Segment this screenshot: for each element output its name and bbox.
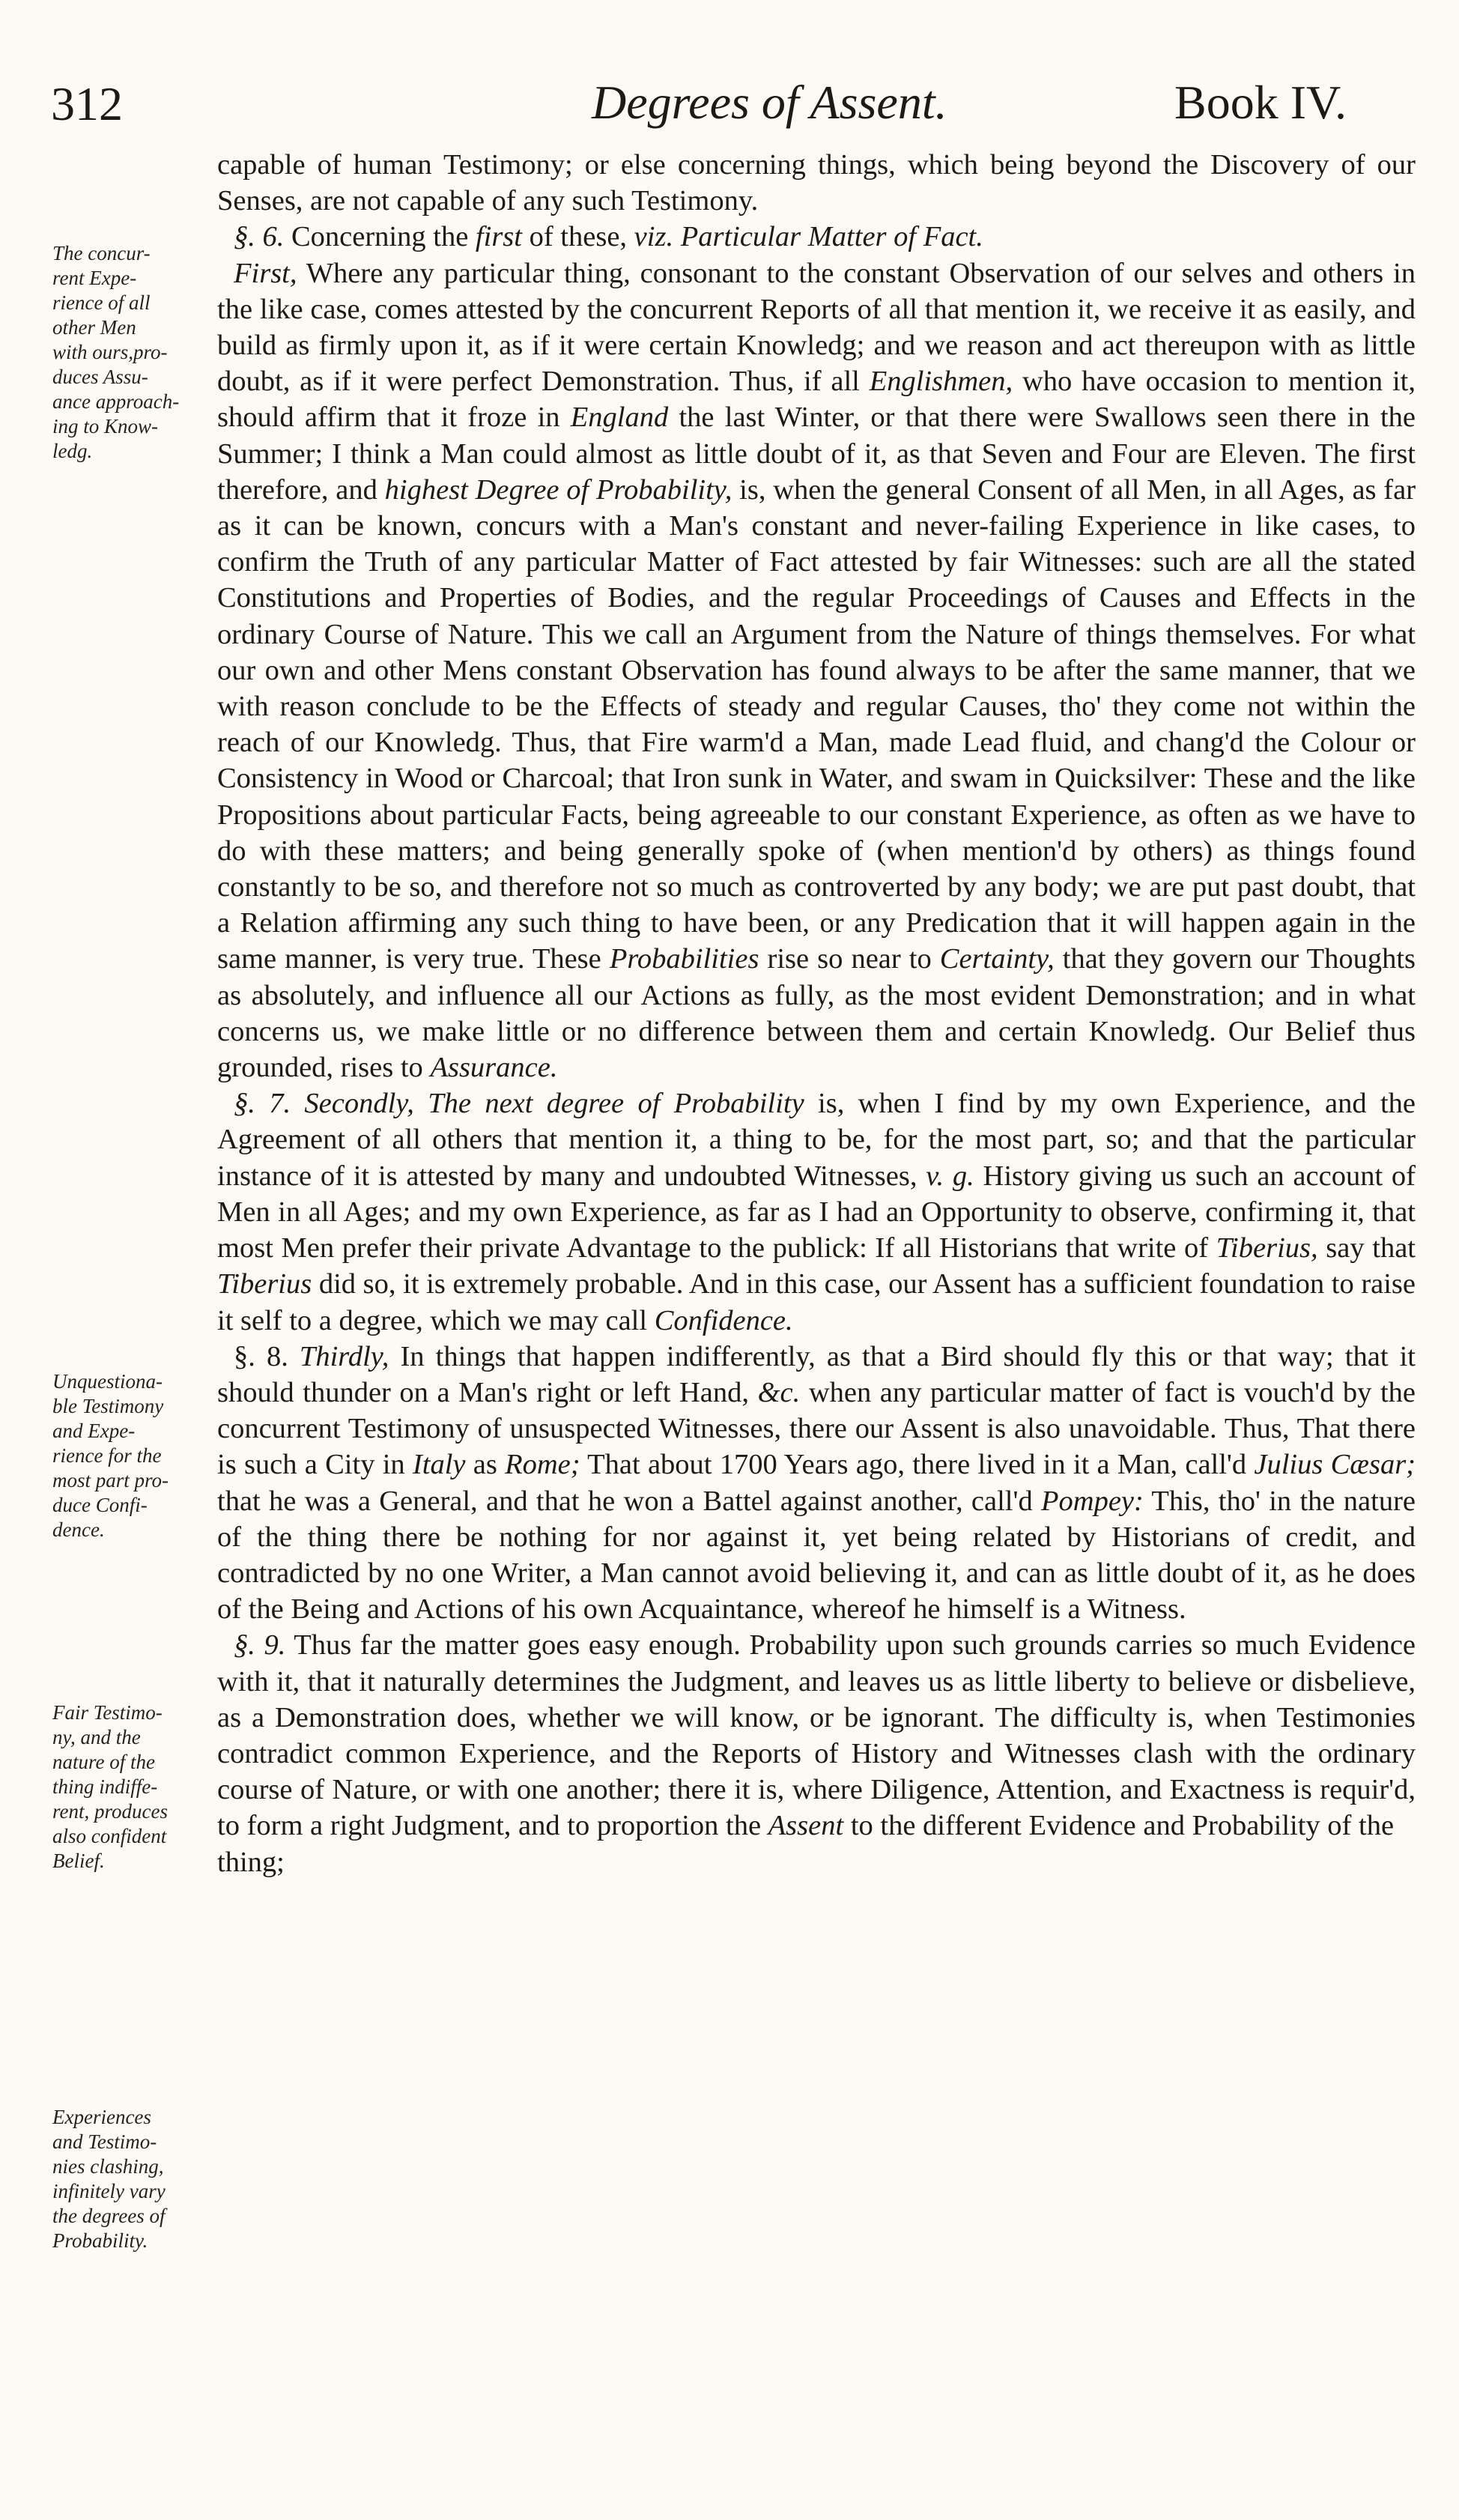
section-8-paragraph: §. 8. Thirdly, In things that happen indifferently, as that a Bird should fly this or that way; that it should thunder on a Man's right or left Hand, &c. when any particular matter of fact is vouch'd by the concurrent Testimony of unsuspected Witnesses, there our Assent is also unavoidable. Thus, That there is such a City in Italy as Rome; That about 1700 Years ago, there lived in it a Man, call'd Julius Cæsar; that he was a General, and that he won a Battel against another, call'd Pompey: This, tho' in the nature of the thing there be nothing for nor against it, yet being related by Historians of credit, and contradicted by no one Writer, a Man cannot avoid believing it, and can as little doubt of it, as he does of the Being and Actions of his own Acquaintance, whereof he himself is a Witness. [217, 1340, 1416, 1626]
paragraph-continuation: capable of human Testimony; or else concerning things, which being beyond the Discovery of our Senses, are not capable of any such Testimony. [217, 149, 1416, 217]
section-6-heading: §. 6. Concerning the first of these, viz. Particular Matter of Fact. [234, 221, 983, 253]
margin-note-experiences-clashing: Experiences and Testimo- nies clashing, infinitely vary the degrees of Probability. [52, 2106, 166, 2252]
section-7-paragraph: §. 7. Secondly, The next degree of Probability is, when I find by my own Experience, and the Agreement of all others that mention it, a thing to be, for the most part, so; and that the particular instance of it is attested by many and undoubted Witnesses, v. g. History giving us such an account of Men in all Ages; and my own Experience, as far as I had an Opportunity to observe, confirming it, that most Men prefer their private Advantage to the publick: If all Historians that write of Tiberius, say that Tiberius did so, it is extremely probable. And in this case, our Assent has a sufficient foundation to raise it self to a degree, which we may call Confidence. [217, 1088, 1416, 1336]
page-number: 312 [51, 77, 123, 130]
margin-note-unquestionable-testimony: Unquestiona- ble Testimony and Expe- rience for the most part pro- duce Confi- dence. [52, 1370, 169, 1541]
catchword: thing; [217, 1846, 285, 1878]
margin-note-fair-testimony: Fair Testimo- ny, and the nature of the thing indiffe- rent, produces also confident Belief. [52, 1701, 168, 1872]
running-title: Degrees of Assent. [592, 76, 947, 129]
margin-note-concurrent-experience: The concur- rent Expe- rience of all other Men with ours,pro- duces Assu- ance approach- ing to Know- ledg. [52, 242, 180, 462]
section-9-paragraph: §. 9. Thus far the matter goes easy enough. Probability upon such grounds carries so much Evidence with it, that it naturally determines the Judgment, and leaves us as little liberty to believe or disbelieve, as a Demonstration does, whether we will know, or be ignorant. The difficulty is, when Testimonies contradict common Experience, and the Reports of History and Witnesses clash with the ordinary course of Nature, or with one another; there it is, where Diligence, Attention, and Exactness is requir'd, to form a right Judgment, and to proportion the Assent to the different Evidence and Probability of the [217, 1629, 1416, 1842]
book-label: Book IV. [1174, 76, 1347, 129]
section-6-paragraph: First, Where any particular thing, consonant to the constant Observation of our selves and others in the like case, comes attested by the concurrent Reports of all that mention it, we receive it as easily, and build as firmly upon it, as if it were certain Knowledg; and we reason and act thereupon with as little doubt, as if it were perfect Demonstration. Thus, if all Englishmen, who have occasion to mention it, should affirm that it froze in England the last Winter, or that there were Swallows seen there in the Summer; I think a Man could almost as little doubt of it, as that Seven and Four are Eleven. The first therefore, and highest Degree of Probability, is, when the general Consent of all Men, in all Ages, as far as it can be known, concurs with a Man's constant and never-failing Experience in like cases, to confirm the Truth of any particular Matter of Fact attested by fair Witnesses: such are all the stated Constitutions and Properties of Bodies, and the regular Proceedings of Causes and Effects in the ordinary Course of Nature. This we call an Argument from the Nature of things themselves. For what our own and other Mens constant Observation has found always to be after the same manner, that we with reason conclude to be the Effects of steady and regular Causes, tho' they come not within the reach of our Knowledg. Thus, that Fire warm'd a Man, made Lead fluid, and chang'd the Colour or Consistency in Wood or Charcoal; that Iron sunk in Water, and swam in Quicksilver: These and the like Propositions about particular Facts, being agreeable to our constant Experience, as often as we have to do with these matters; and being generally spoke of (when mention'd by others) as things found constantly to be so, and therefore not so much as controverted by any body; we are put past doubt, that a Relation affirming any such thing to have been, or any Predication that it will happen again in the same manner, is very true. These Probabilities rise so near to Certainty, that they govern our Thoughts as absolutely, and influence all our Actions as fully, as the most evident Demonstration; and in what concerns us, we make little or no difference between them and certain Knowledg. Our Belief thus grounded, rises to Assurance. [217, 257, 1416, 1084]
running-head [0, 69, 1459, 144]
body-text [217, 147, 1416, 1880]
